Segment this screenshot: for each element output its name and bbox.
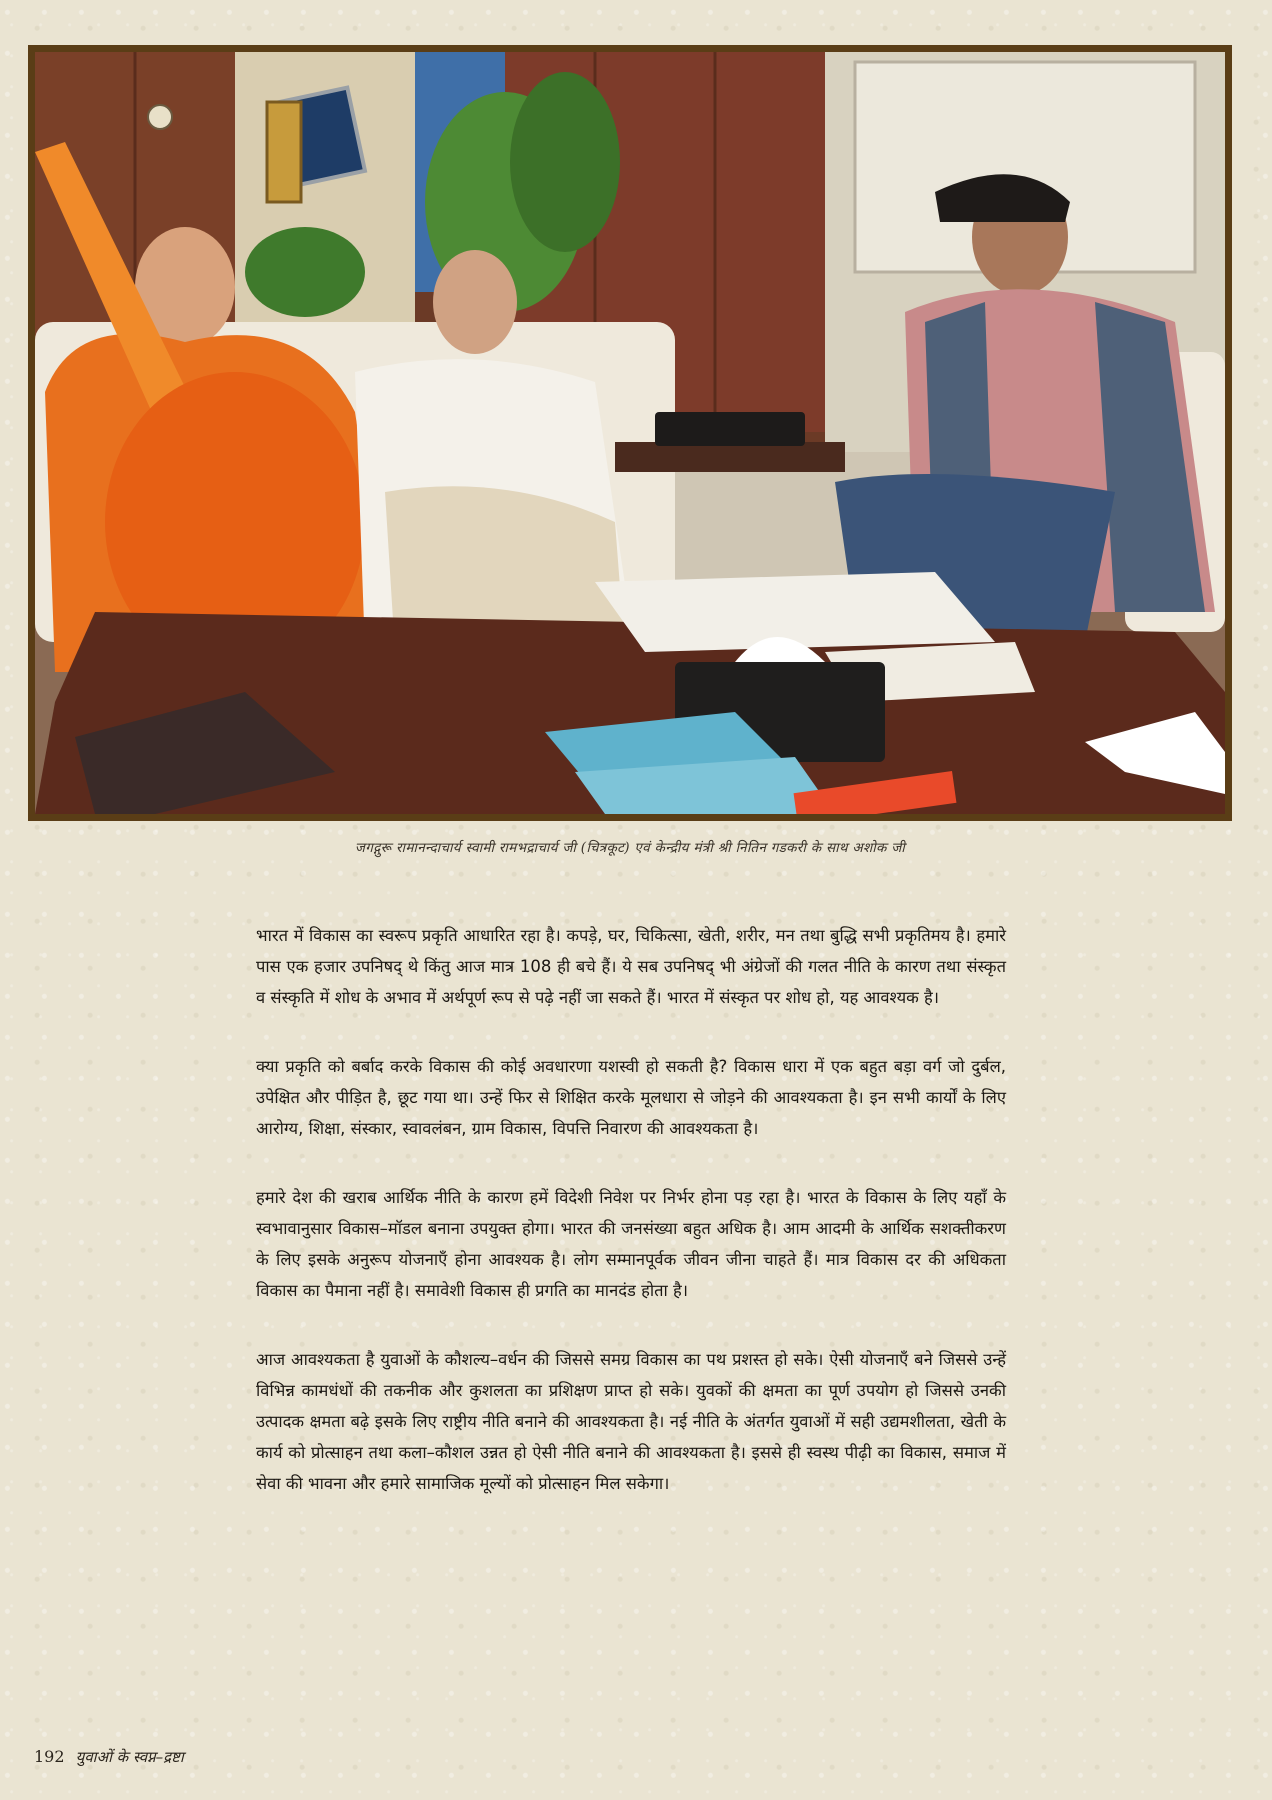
photo-caption: जगद्गुरू रामानन्दाचार्य स्वामी रामभद्राचार्य जी (चित्रकूट) एवं केन्द्रीय मंत्री श्री नितिन गडकरी के साथ अशोक जी <box>354 840 906 856</box>
meeting-photo <box>35 52 1225 814</box>
paragraph-3: हमारे देश की खराब आर्थिक नीति के कारण हमें विदेशी निवेश पर निर्भर होना पड़ रहा है। भारत के विकास के लिए यहाँ के स्वभावानुसार विकास–मॉडल बनाना उपयुक्त होगा। भारत की जनसंख्या बहुत अधिक है। आम आदमी के आर्थिक सशक्तीकरण के लिए इसके अनुरूप योजनाएँ होना आवश्यक है। लोग सम्मानपूर्वक जीवन जीना चाहते हैं। मात्र विकास दर की अधिकता विकास का पैमाना नहीं है। समावेशी विकास ही प्रगति का मानदंड होता है। <box>256 1188 1006 1300</box>
page-footer <box>34 1747 184 1767</box>
page-number: 192 <box>34 1747 65 1766</box>
photo-frame <box>28 45 1232 821</box>
paragraph-2: क्या प्रकृति को बर्बाद करके विकास की कोई अवधारणा यशस्वी हो सकती है? विकास धारा में एक बहुत बड़ा वर्ग जो दुर्बल, उपेक्षित और पीड़ित है, छूट गया था। उन्हें फिर से शिक्षित करके मूलधारा से जोड़ने की आवश्यकता है। इन सभी कार्यों के लिए आरोग्य, शिक्षा, संस्कार, स्वावलंबन, ग्राम विकास, विपत्ति निवारण की आवश्यकता है। <box>256 1057 1006 1138</box>
paragraph-1: भारत में विकास का स्वरूप प्रकृति आधारित रहा है। कपड़े, घर, चिकित्सा, खेती, शरीर, मन तथा बुद्धि सभी प्रकृतिमय है। हमारे पास एक हजार उपनिषद् थे किंतु आज मात्र 108 ही बचे हैं। ये सब उपनिषद् भी अंग्रेजों की गलत नीति के कारण तथा संस्कृत व संस्कृति में शोध के अभाव में अर्थपूर्ण रूप से पढ़े नहीं जा सकते हैं। भारत में संस्कृत पर शोध हो, यह आवश्यक है। <box>256 926 1006 1007</box>
photo-illustration <box>35 52 1225 814</box>
article-body <box>256 920 1006 1537</box>
paragraph-4: आज आवश्यकता है युवाओं के कौशल्य–वर्धन की जिससे समग्र विकास का पथ प्रशस्त हो सके। ऐसी योजनाएँ बने जिससे उन्हें विभिन्न कामधंधों की तकनीक और कुशलता का प्रशिक्षण प्राप्त हो सके। युवकों की क्षमता का पूर्ण उपयोग हो जिससे उनकी उत्पादक क्षमता बढ़े इसके लिए राष्ट्रीय नीति बनाने की आवश्यकता है। नई नीति के अंतर्गत युवाओं में सही उद्यमशीलता, खेती के कार्य को प्रोत्साहन तथा कला–कौशल उन्नत हो ऐसी नीति बनाने की आवश्यकता है। इससे ही स्वस्थ पीढ़ी का विकास, समाज में सेवा की भावना और हमारे सामाजिक मूल्यों को प्रोत्साहन मिल सकेगा। <box>256 1350 1006 1493</box>
book-title: युवाओं के स्वप्न–द्रष्टा <box>75 1748 184 1766</box>
